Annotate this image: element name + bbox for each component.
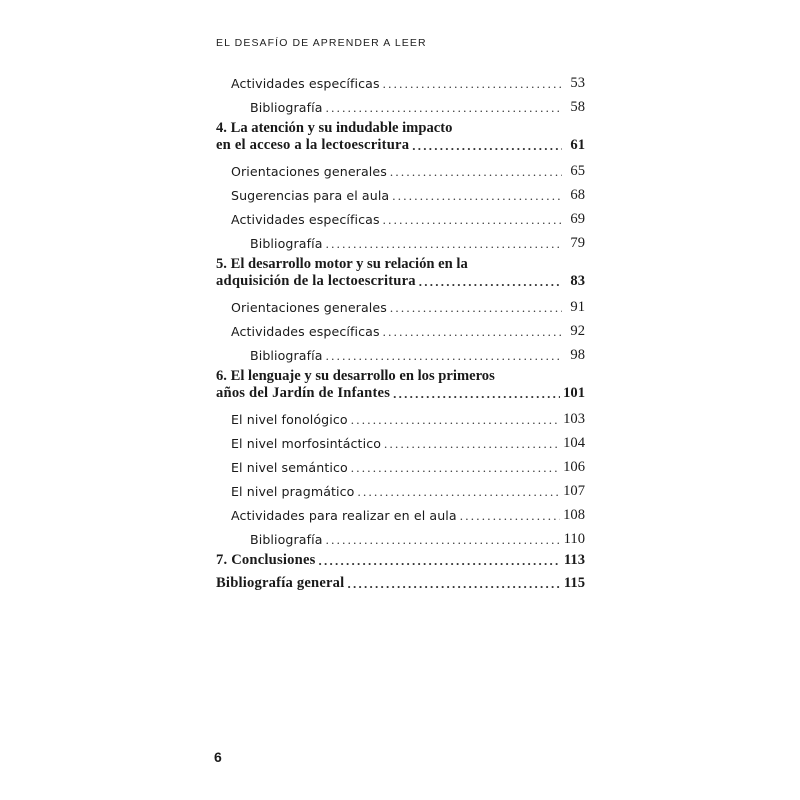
toc-subentry xyxy=(216,500,585,524)
dot-leader xyxy=(319,552,561,569)
toc-chapter xyxy=(216,120,585,156)
toc-entry-label: Sugerencias para el aula xyxy=(231,188,390,203)
toc-subsubentry xyxy=(216,228,585,252)
toc-entry-label: Actividades para realizar en el aula xyxy=(231,508,457,523)
table-of-contents xyxy=(216,68,585,594)
toc-entry-label: Bibliografía xyxy=(250,532,323,547)
toc-chapter-title-line: 4. La atención y su indudable impacto xyxy=(216,120,453,136)
dot-leader xyxy=(351,411,560,428)
running-head: EL DESAFÍO DE APRENDER A LEER xyxy=(216,37,427,49)
toc-entry-label: El nivel fonológico xyxy=(231,412,348,427)
dot-leader xyxy=(392,187,562,204)
toc-page-number: 92 xyxy=(570,323,585,339)
toc-subentry xyxy=(216,452,585,476)
dot-leader xyxy=(326,99,562,116)
toc-entry-label: Bibliografía general xyxy=(216,575,345,591)
toc-chapter xyxy=(216,575,585,594)
toc-chapter-entry xyxy=(216,575,585,592)
toc-page-number: 58 xyxy=(570,99,585,115)
toc-page-number: 101 xyxy=(563,385,585,401)
toc-chapter-entry xyxy=(216,385,585,402)
dot-leader xyxy=(393,385,560,402)
toc-subsubentry xyxy=(216,524,585,548)
toc-chapter-entry xyxy=(216,552,585,569)
toc-entry-label: El nivel pragmático xyxy=(231,484,355,499)
toc-entry-label: en el acceso a la lectoescritura xyxy=(216,137,410,153)
toc-page-number: 61 xyxy=(570,137,585,153)
dot-leader xyxy=(419,273,562,290)
toc-entry-label: Actividades específicas xyxy=(231,212,380,227)
toc-chapter xyxy=(216,256,585,292)
toc-subentry xyxy=(216,180,585,204)
page-number: 6 xyxy=(214,749,222,765)
toc-page-number: 113 xyxy=(563,552,585,568)
toc-entry-label: Orientaciones generales xyxy=(231,164,387,179)
toc-subentry xyxy=(216,68,585,92)
dot-leader xyxy=(383,211,562,228)
toc-page-number: 68 xyxy=(570,187,585,203)
dot-leader xyxy=(347,575,560,592)
toc-chapter-entry xyxy=(216,273,585,290)
toc-subentry xyxy=(216,156,585,180)
toc-page-number: 65 xyxy=(570,163,585,179)
toc-page-number: 108 xyxy=(563,507,585,523)
toc-page-number: 115 xyxy=(563,575,585,591)
dot-leader xyxy=(390,299,562,316)
toc-page-number: 110 xyxy=(563,531,585,547)
toc-page-number: 106 xyxy=(563,459,585,475)
dot-leader xyxy=(412,137,562,154)
dot-leader xyxy=(383,75,562,92)
toc-subentry xyxy=(216,204,585,228)
toc-page-number: 91 xyxy=(570,299,585,315)
toc-entry-label: adquisición de la lectoescritura xyxy=(216,273,416,289)
toc-chapter-entry xyxy=(216,137,585,154)
toc-page-number: 53 xyxy=(570,75,585,91)
dot-leader xyxy=(460,507,560,524)
toc-subentry xyxy=(216,404,585,428)
toc-chapter-title-line: 5. El desarrollo motor y su relación en la xyxy=(216,256,468,272)
toc-subentry xyxy=(216,476,585,500)
toc-subsubentry xyxy=(216,92,585,116)
toc-chapter xyxy=(216,552,585,571)
dot-leader xyxy=(326,235,562,252)
dot-leader xyxy=(383,323,562,340)
dot-leader xyxy=(390,163,562,180)
toc-page-number: 107 xyxy=(563,483,585,499)
toc-chapter-title-line: 6. El lenguaje y su desarrollo en los primeros xyxy=(216,368,495,384)
toc-entry-label: Actividades específicas xyxy=(231,76,380,91)
toc-entry-label: Actividades específicas xyxy=(231,324,380,339)
toc-entry-label: Bibliografía xyxy=(250,236,323,251)
toc-entry-label: 7. Conclusiones xyxy=(216,552,316,568)
toc-page-number: 104 xyxy=(563,435,585,451)
toc-entry-label: El nivel morfosintáctico xyxy=(231,436,382,451)
toc-entry-label: Bibliografía xyxy=(250,100,323,115)
dot-leader xyxy=(326,531,561,548)
dot-leader xyxy=(326,347,562,364)
toc-subentry xyxy=(216,316,585,340)
toc-page-number: 98 xyxy=(570,347,585,363)
toc-page-number: 103 xyxy=(563,411,585,427)
toc-page-number: 83 xyxy=(570,273,585,289)
dot-leader xyxy=(351,459,560,476)
toc-chapter xyxy=(216,368,585,404)
toc-page-number: 69 xyxy=(570,211,585,227)
toc-page-number: 79 xyxy=(570,235,585,251)
toc-entry-label: Bibliografía xyxy=(250,348,323,363)
dot-leader xyxy=(384,435,560,452)
toc-subentry xyxy=(216,428,585,452)
toc-subentry xyxy=(216,292,585,316)
toc-entry-label: El nivel semántico xyxy=(231,460,348,475)
toc-entry-label: años del Jardín de Infantes xyxy=(216,385,391,401)
dot-leader xyxy=(357,483,560,500)
toc-subsubentry xyxy=(216,340,585,364)
toc-entry-label: Orientaciones generales xyxy=(231,300,387,315)
